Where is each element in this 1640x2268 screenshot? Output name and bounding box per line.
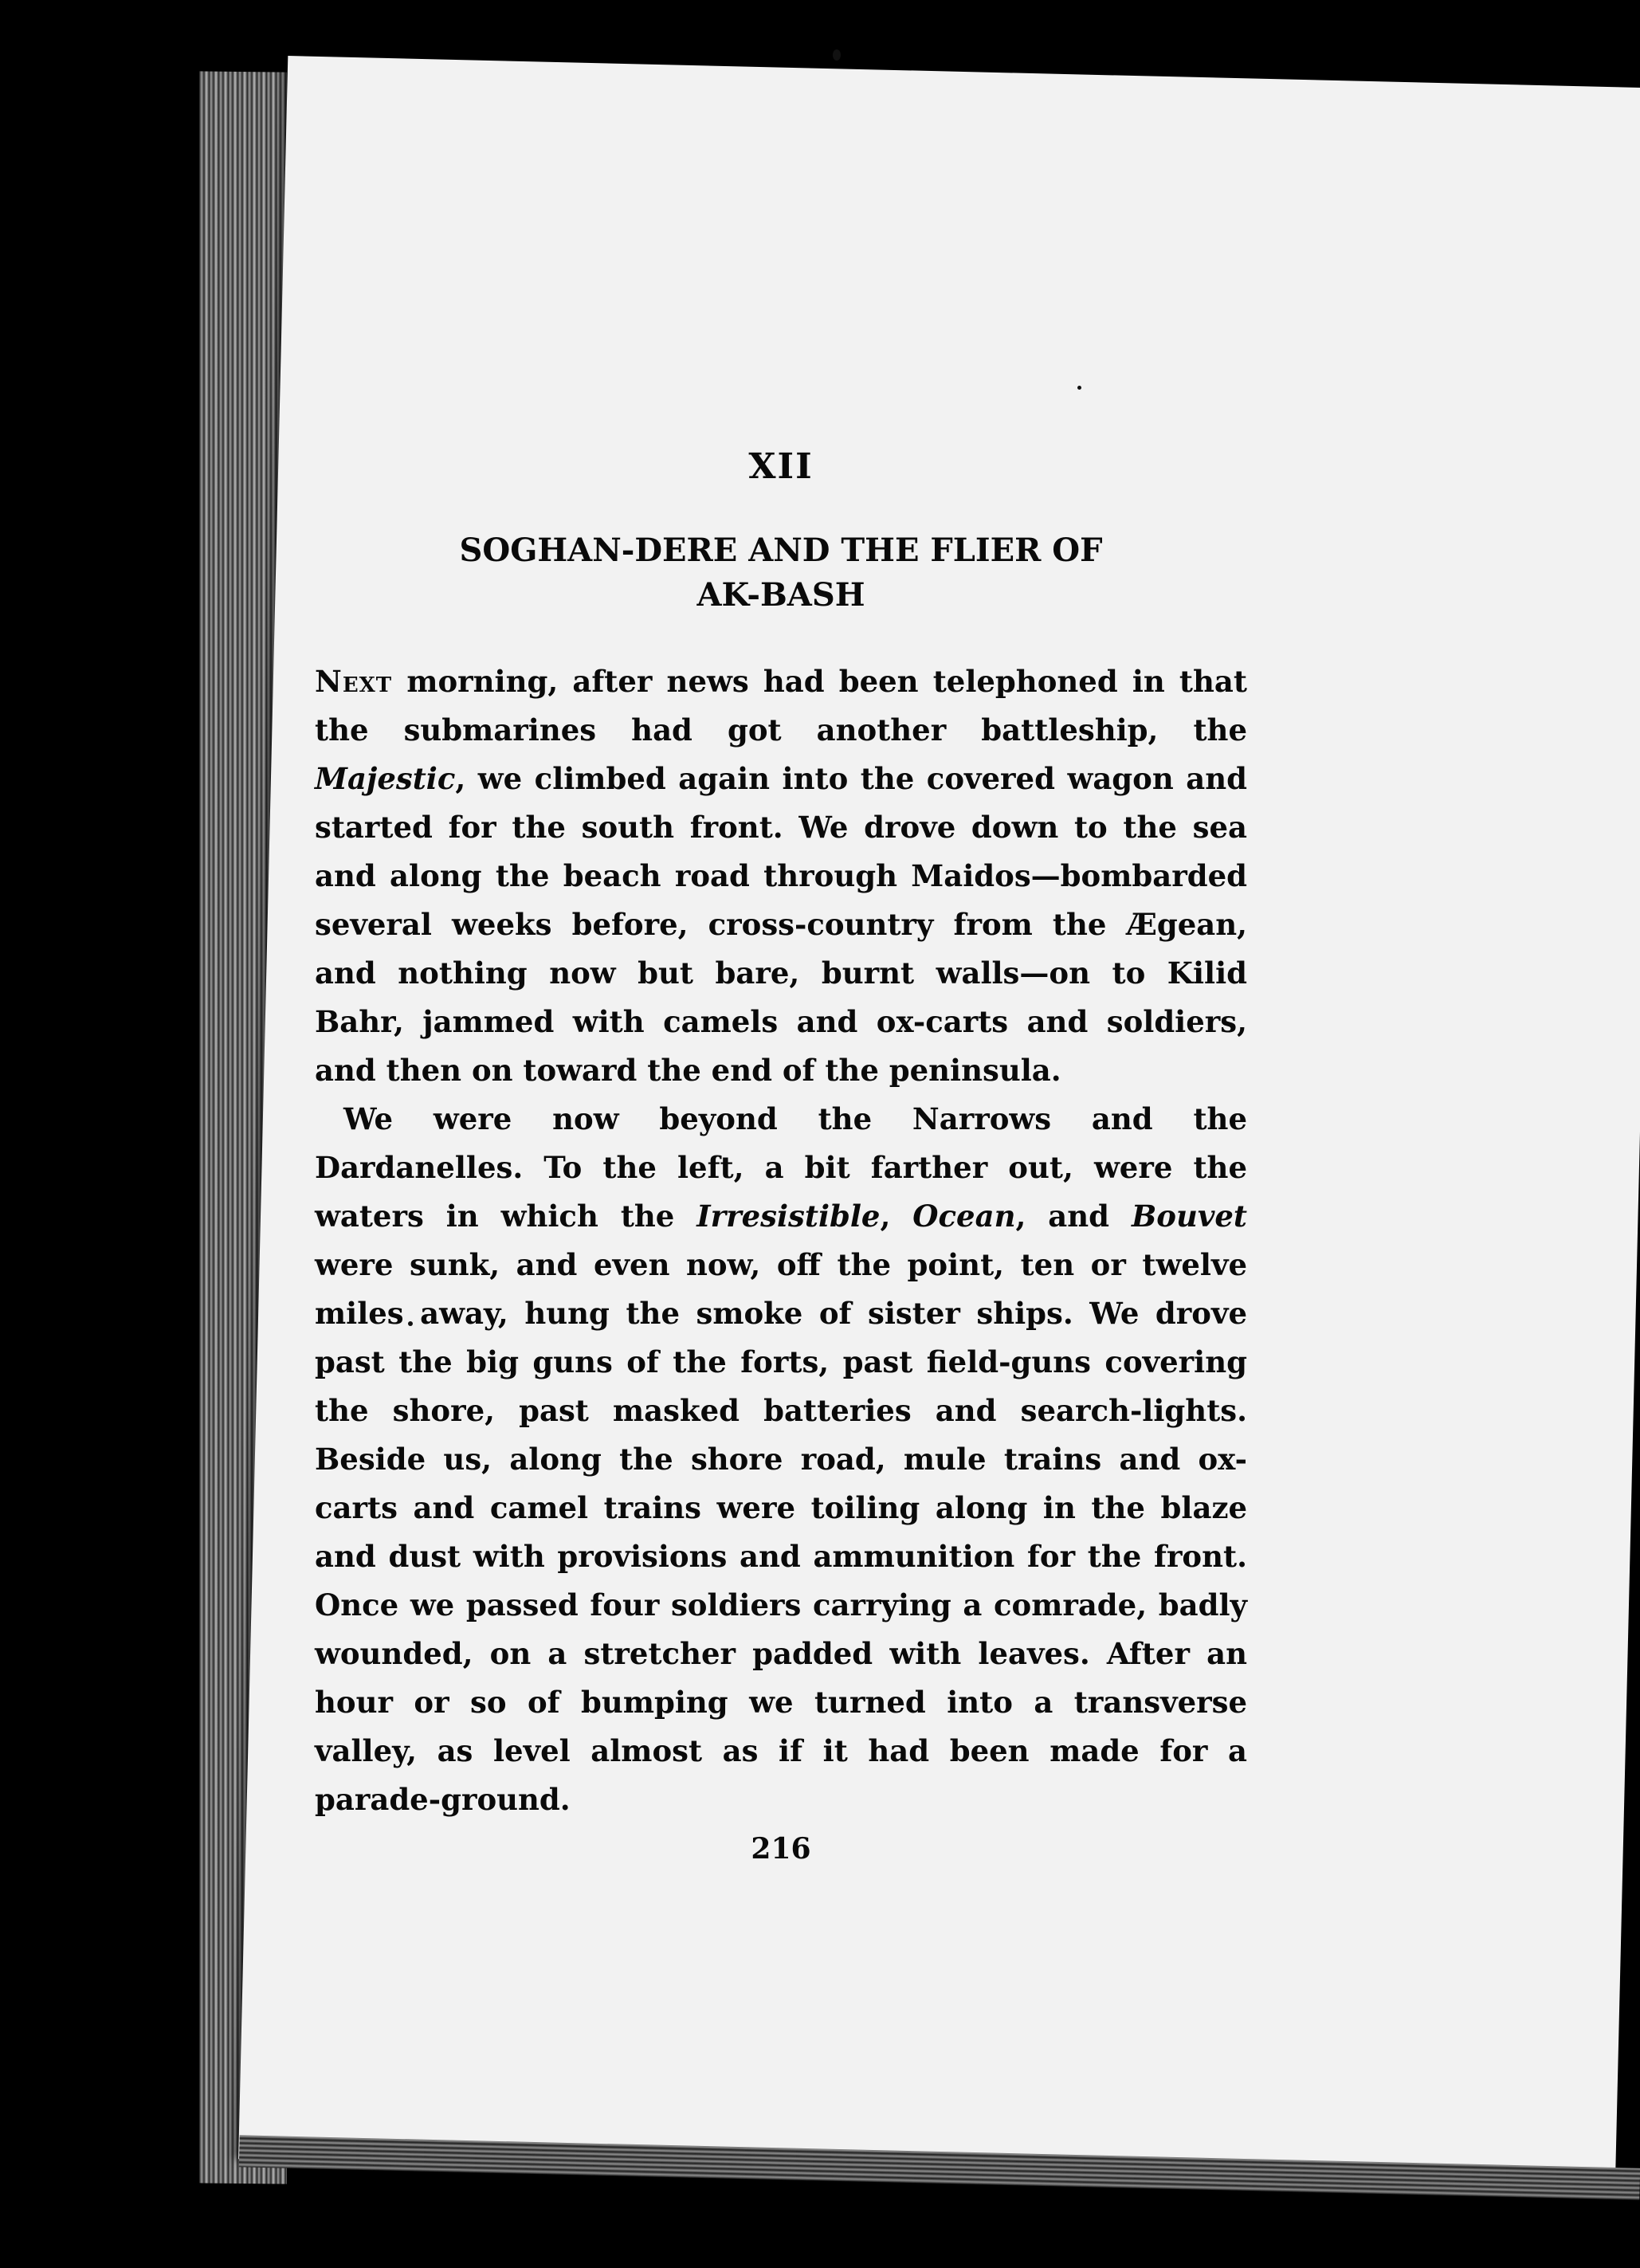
chapter-title-line-2: AK-BASH — [696, 576, 865, 614]
scan-speck — [1077, 386, 1081, 390]
chapter-title — [315, 528, 1247, 618]
text-segment: morning, after news had been telephoned in that the submarines had got another battleship, the — [315, 664, 1247, 747]
italic-ship-name: Ocean — [912, 1199, 1016, 1234]
italic-ship-name: Bouvet — [1132, 1199, 1247, 1234]
chapter-title-line-1: SOGHAN-DERE AND THE FLIER OF — [459, 532, 1103, 569]
scan-speck — [833, 49, 841, 61]
text-segment: , — [880, 1199, 913, 1234]
page-content — [315, 446, 1247, 1866]
text-segment: , we climbed again into the covered wagon and started for the south front. We drove down to the sea and along the beach road through Maidos—bombarded several weeks before, cross-country from the Ægean, and nothing now but bare, burnt walls—on to Kilid Bahr, jammed with camels and ox-carts and soldiers, and then on toward the end of the peninsula. — [315, 761, 1247, 1088]
text-segment: , and — [1015, 1199, 1132, 1234]
text-segment: We were now beyond the Narrows and the Dardanelles. To the left, a bit farther out, were the waters in which the — [315, 1101, 1247, 1234]
chapter-number: XII — [748, 446, 814, 487]
italic-ship-name: Majestic — [315, 761, 456, 796]
text-segment: were sunk, and even now, off the point, ten or twelve miles away, hung the smoke of sister ships. We drove past the big guns of the forts, past field-guns covering the shore, past masked batteries and search-lights. Beside us, along the shore road, mule trains and ox-carts and camel trains were toiling along in the blaze and dust with provisions and ammunition for the front. Once we passed four soldiers carrying a comrade, badly wounded, on a stretcher padded with leaves. After an hour or so of bumping we turned into a transverse valley, as level almost as if it had been made for a parade-ground. — [315, 1247, 1247, 1817]
lead-in-word: Next — [315, 664, 393, 699]
italic-ship-name: Irresistible — [696, 1199, 881, 1234]
paragraph-1 — [315, 657, 1247, 1095]
page-number: 216 — [751, 1832, 811, 1866]
paragraph-2 — [315, 1095, 1247, 1824]
